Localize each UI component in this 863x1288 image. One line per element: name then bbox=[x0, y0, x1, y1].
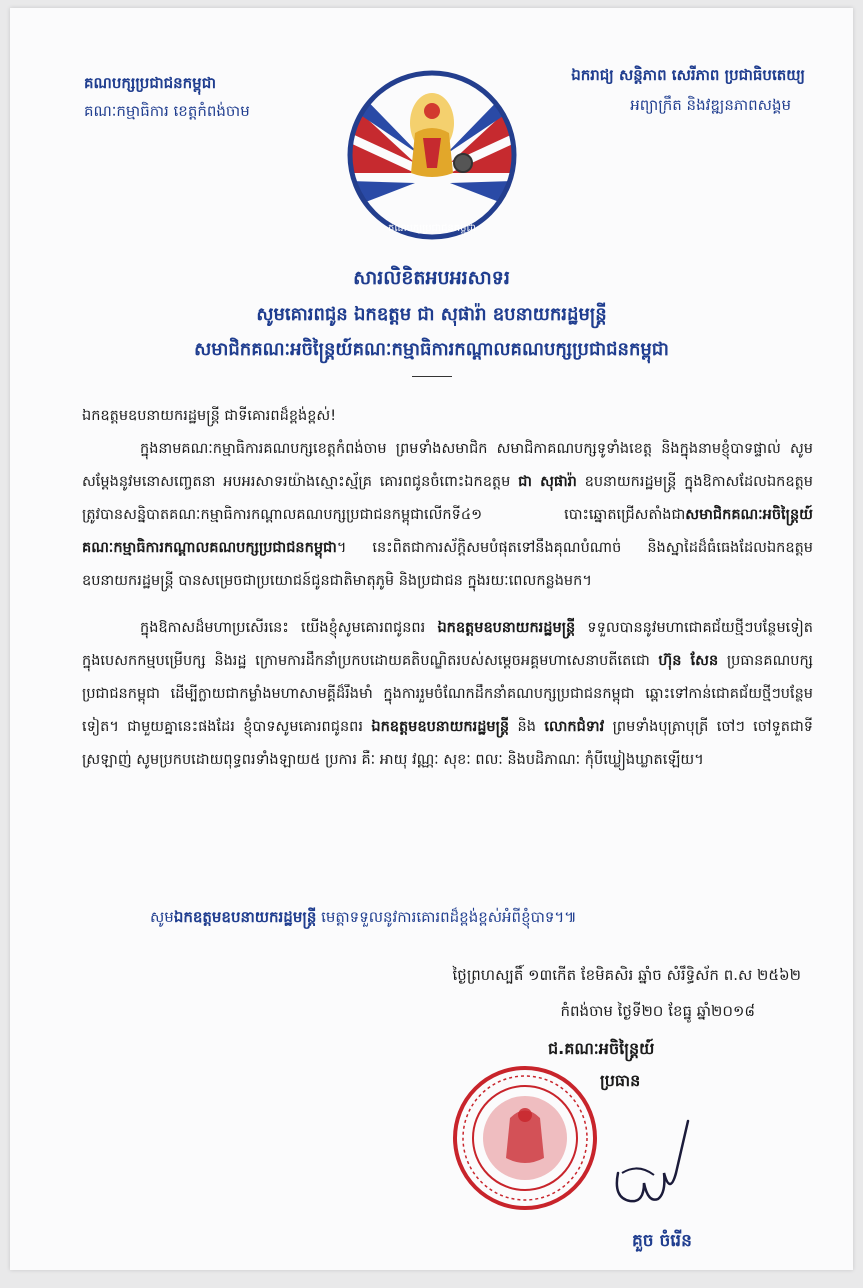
national-motto: ឯករាជ្យ សន្តិភាព សេរីភាព ប្រជាធិបតេយ្យ bbox=[571, 66, 805, 84]
letter-page bbox=[10, 8, 853, 1270]
letter-titles bbox=[10, 266, 853, 377]
closing-line bbox=[150, 908, 577, 930]
official-seal bbox=[450, 1063, 600, 1213]
committee-name: គណៈកម្មាធិការ ខេត្តកំពង់ចាម bbox=[84, 102, 250, 120]
header-left bbox=[84, 74, 250, 124]
lunar-date: ថ្ងៃព្រហស្បតិ៍ ១៣កើត ខែមិគសិរ ឆ្នាំច សំរឹទ្ធិស័ក ព.ស ២៥៦២ bbox=[452, 966, 801, 984]
recipient-role: សមាជិកគណៈអចិន្ត្រៃយ៍គណៈកម្មាធិការកណ្តាលគណបក្សប្រជាជនកម្ពុជា bbox=[194, 339, 669, 360]
p1-text-b: ឧបនាយករដ្ឋមន្ត្រី ក្នុងឱកាសដែលឯកឧត្តម ត្រូវបានសន្និបាតគណៈកម្មាធិការកណ្តាលគណបក្សប្រជាជនកម្ពុជាលើកទី៤១ បោះឆ្នោតជ្រើសតាំងជា bbox=[82, 474, 813, 523]
paragraph-1 bbox=[82, 433, 813, 598]
party-name: គណបក្សប្រជាជនកម្ពុជា bbox=[84, 74, 216, 92]
letter-body bbox=[82, 400, 813, 777]
p1-name: ជា សុផារ៉ា bbox=[518, 474, 577, 490]
title-divider bbox=[412, 376, 452, 377]
handwritten-signature bbox=[608, 1113, 698, 1208]
paragraph-2 bbox=[82, 612, 813, 777]
recipient-line: សូមគោរពជូន ឯកឧត្តម ជា សុផារ៉ា ឧបនាយករដ្ឋមន្ត្រី bbox=[256, 304, 607, 325]
p2-text-a: ក្នុងឱកាសដ៏មហាប្រសើរនេះ យើងខ្ញុំសូមគោរពជូនពរ bbox=[140, 620, 438, 636]
p2-leader: ហ៊ុន សែន bbox=[658, 653, 719, 669]
closing-pre: សូម bbox=[150, 908, 174, 926]
p2-title-2: ឯកឧត្តមឧបនាយករដ្ឋមន្ត្រី bbox=[371, 719, 510, 735]
signatory-body: ជ.គណៈអចិន្ត្រៃយ៍ bbox=[548, 1039, 655, 1058]
p2-title-1: ឯកឧត្តមឧបនាយករដ្ឋមន្ត្រី bbox=[437, 620, 576, 636]
p1-text-a: ក្នុងនាមគណៈកម្មាធិការគណបក្សខេត្តកំពង់ចាម ព្រមទាំងសមាជិក សមាជិកាគណបក្សទូទាំងខេត្ត និងក្នុងនាមខ្ញុំបាទផ្ទាល់ សូមសម្តែងនូវមនោសញ្ចេតនា អបអរសាទរយ៉ាងស្មោះស្ម័គ្រ គោរពជូនចំពោះឯកឧត្តម bbox=[82, 441, 813, 490]
p1-text-c: ។ នេះពិតជាការស័ក្តិសមបំផុតទៅនឹងគុណបំណាច់ និងស្នាដៃដ៏ធំធេងដែលឯកឧត្តមឧបនាយករដ្ឋមន្ត្រី បានសម្រេចជាប្រយោជន៍ជូនជាតិមាតុភូមិ និងប្រជាជន ក្នុងរយៈពេលកន្លងមក។ bbox=[82, 540, 813, 589]
national-motto-2: អព្យាក្រឹត និងវឌ្ឍនភាពសង្គម bbox=[630, 96, 791, 114]
p2-text-d: និង bbox=[509, 719, 545, 735]
header-right bbox=[571, 66, 805, 118]
p2-spouse: លោកជំទាវ bbox=[544, 719, 605, 735]
closing-post: មេត្តាទទួលនូវការគោរពដ៏ខ្ពង់ខ្ពស់អំពីខ្ញុំបាទ។៕ bbox=[316, 908, 577, 926]
p2-text-e: ព្រមទាំងបុត្រាបុត្រី ចៅៗ ចៅទួតជាទីស្រឡាញ់ សូមប្រកបដោយពុទ្ធពរទាំងឡាយ៥ ប្រការ គឺៈ អាយុ វណ្ណៈ សុខៈ ពលៈ និងបដិភាណៈ កុំបីឃ្លៀងឃ្លាតឡើយ។ bbox=[82, 719, 813, 768]
p2-text-b: ទទួលបាននូវមហាជោគជ័យថ្មីៗបន្ថែមទៀត ក្នុងបេសកកម្មបម្រើបក្ស និងរដ្ឋ ក្រោមការដឹកនាំប្រកបដោយគតិបណ្ឌិតរបស់សម្តេចអគ្គមហាសេនាបតីតេជោ bbox=[82, 620, 813, 669]
salutation: ឯកឧត្តមឧបនាយករដ្ឋមន្ត្រី ជាទីគោរពដ៏ខ្ពង់ខ្ពស់! bbox=[82, 408, 337, 424]
party-logo bbox=[345, 63, 520, 253]
solar-date: កំពង់ចាម ថ្ងៃទី២០ ខែធ្នូ ឆ្នាំ២០១៨ bbox=[560, 1002, 755, 1020]
letter-title: សារលិខិតអបអរសាទរ bbox=[353, 267, 510, 289]
p1-role: សមាជិកគណៈអចិន្ត្រៃយ៍គណៈកម្មាធិការកណ្តាលគណបក្សប្រជាជនកម្ពុជា bbox=[82, 507, 813, 556]
signer-name: គួច ចំរើន bbox=[632, 1231, 692, 1251]
closing-title: ឯកឧត្តមឧបនាយករដ្ឋមន្ត្រី bbox=[173, 908, 317, 926]
logo-banner-text: គណបក្សប្រជាជនកម្ពុជា bbox=[388, 223, 476, 234]
p2-text-c: ប្រធានគណបក្សប្រជាជនកម្ពុជា ដើម្បីក្លាយជាកម្លាំងមហាសាមគ្គីដ៏រឹងមាំ ក្នុងការរួមចំណែកដឹកនាំគណបក្សប្រជាជនកម្ពុជា ឆ្ពោះទៅកាន់ជោគជ័យថ្មីៗបន្ថែមទៀត។ ជាមួយគ្នានេះផងដែរ ខ្ញុំបាទសូមគោរពជូនពរ bbox=[82, 653, 813, 735]
signatory-role: ប្រធាន bbox=[600, 1071, 641, 1090]
